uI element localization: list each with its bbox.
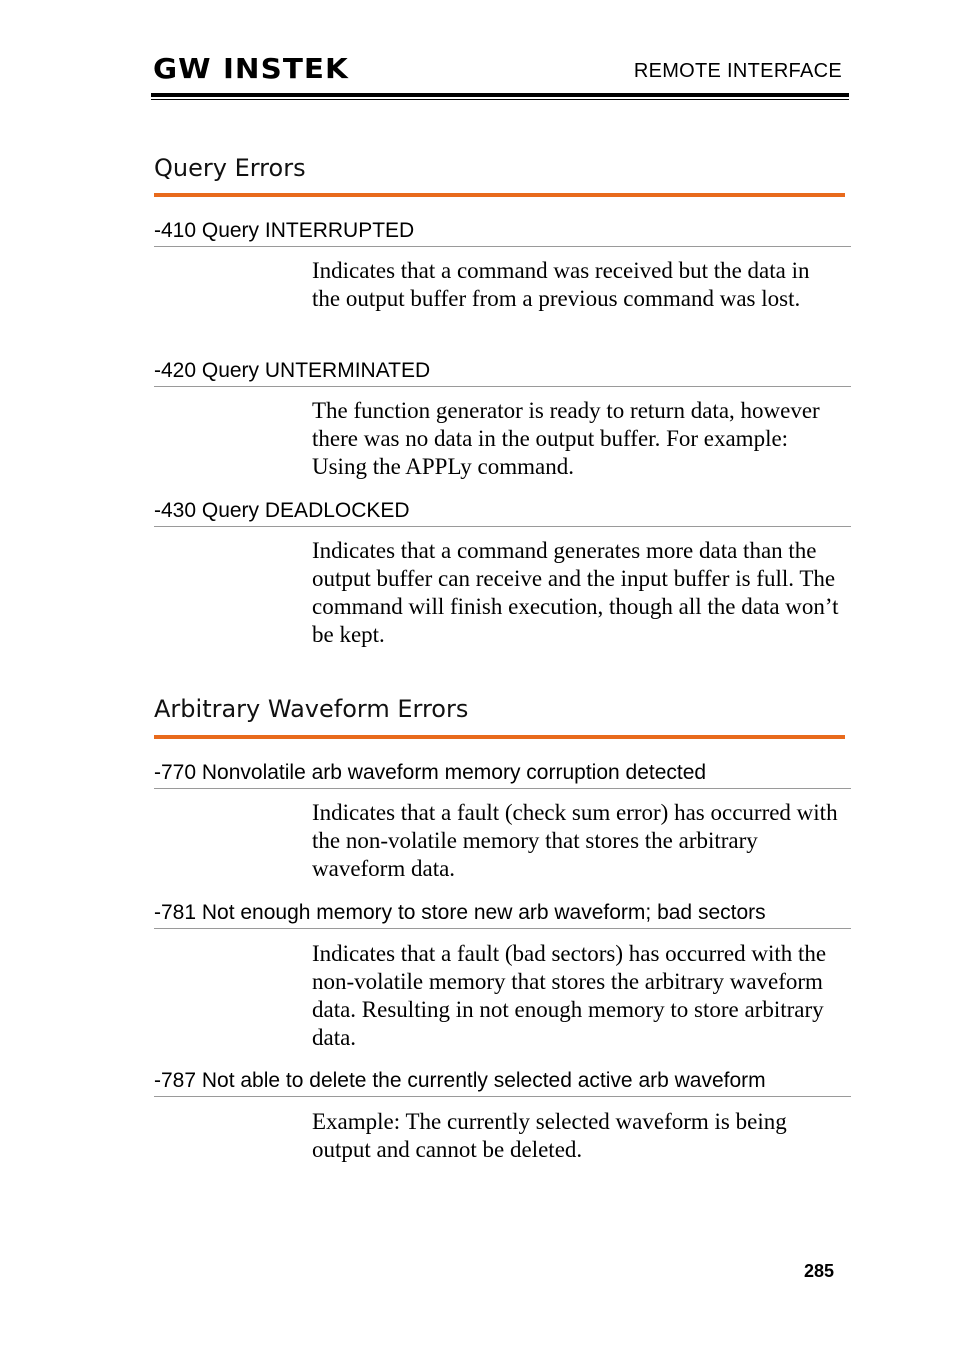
error-heading-770: -770 Nonvolatile arb waveform memory corruption detected bbox=[154, 761, 707, 784]
header-title: REMOTE INTERFACE bbox=[633, 60, 842, 82]
error-rule-781 bbox=[154, 928, 851, 929]
error-heading-787: -787 Not able to delete the currently selected active arb waveform bbox=[154, 1069, 766, 1092]
error-heading-781: -781 Not enough memory to store new arb waveform; bad sectors bbox=[154, 901, 766, 924]
page-number: 285 bbox=[803, 1261, 834, 1281]
error-heading-410: -410 Query INTERRUPTED bbox=[154, 219, 415, 242]
error-description-430: Indicates that a command generates more data than the output buffer can receive and the input buffer is full. The command will finish execution, though all the data won’t be kept. bbox=[312, 538, 839, 647]
error-description-781: Indicates that a fault (bad sectors) has occurred with the non-volatile memory that stores the arbitrary waveform data. Resulting in not enough memory to store arbitrary data. bbox=[312, 941, 827, 1050]
error-rule-430 bbox=[154, 526, 851, 527]
error-rule-787 bbox=[154, 1096, 851, 1097]
error-description-410: Indicates that a command was received but the data in the output buffer from a previous command was lost. bbox=[312, 258, 810, 311]
section-rule-query-errors bbox=[154, 193, 845, 197]
header-rule-thick bbox=[151, 93, 849, 97]
error-description-787: Example: The currently selected waveform is being output and cannot be deleted. bbox=[312, 1109, 787, 1162]
section-title-arbitrary-waveform-errors: Arbitrary Waveform Errors bbox=[154, 695, 469, 723]
error-rule-420 bbox=[154, 386, 851, 387]
error-description-420: The function generator is ready to return data, however there was no data in the output buffer. For example: Using the APPLy command. bbox=[312, 398, 820, 479]
section-rule-arbitrary-waveform-errors bbox=[154, 735, 845, 739]
brand-logo: GW INSTEK bbox=[153, 52, 349, 85]
header-rule-thin bbox=[151, 99, 849, 100]
error-description-770: Indicates that a fault (check sum error) has occurred with the non-volatile memory that stores the arbitrary waveform data. bbox=[312, 800, 838, 881]
error-rule-410 bbox=[154, 246, 851, 247]
error-heading-430: -430 Query DEADLOCKED bbox=[154, 499, 410, 522]
error-rule-770 bbox=[154, 788, 851, 789]
error-heading-420: -420 Query UNTERMINATED bbox=[154, 359, 431, 382]
section-title-query-errors: Query Errors bbox=[154, 154, 306, 182]
